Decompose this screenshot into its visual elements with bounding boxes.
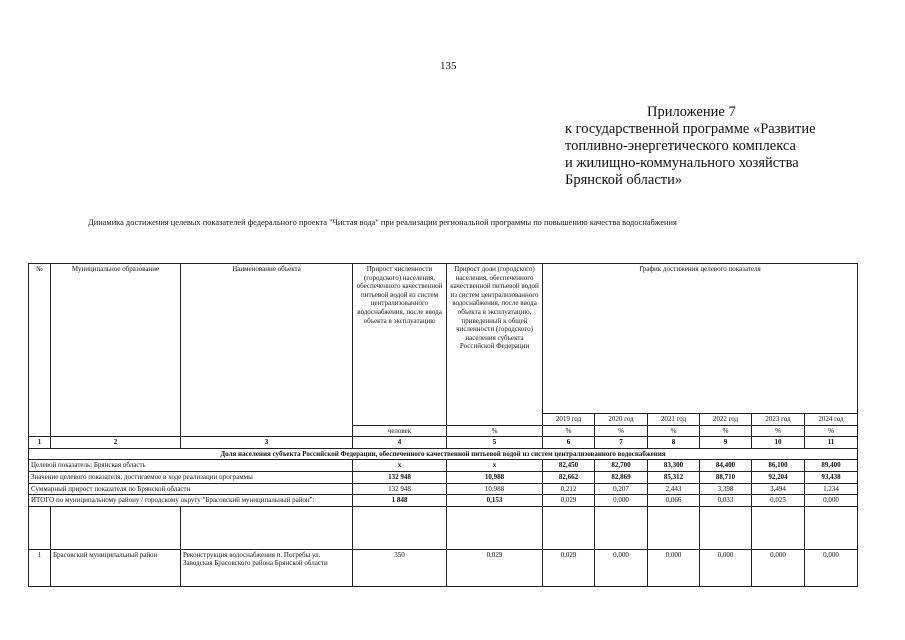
value-cell: 0,066 xyxy=(648,495,700,507)
col-number: 7 xyxy=(595,437,648,449)
year-cell: 2024 год xyxy=(805,414,858,426)
value-cell: 0,000 xyxy=(805,495,858,507)
col-number: 11 xyxy=(805,437,858,449)
header-row xyxy=(29,264,858,414)
value-cell: 1,234 xyxy=(805,483,858,495)
header-object: Наименование объекта xyxy=(181,264,353,437)
object-municipality: Брасовский муниципальный район xyxy=(51,549,181,586)
value-cell: 350 xyxy=(353,549,447,586)
unit-cell: % xyxy=(447,425,543,437)
value-cell: 88,710 xyxy=(700,471,752,483)
value-cell: 0,000 xyxy=(648,549,700,586)
value-cell: 82,450 xyxy=(543,460,595,472)
value-cell: 92,204 xyxy=(752,471,805,483)
value-cell: 0,000 xyxy=(752,549,805,586)
appendix-line: Приложение 7 xyxy=(647,104,736,120)
table-row xyxy=(29,483,858,495)
section-title: Доля населения субъекта Российской Федерации, обеспеченного качественной питьевой водой из систем централизованного водоснабжения xyxy=(29,448,858,460)
value-cell: 0,025 xyxy=(752,495,805,507)
table-row xyxy=(29,471,858,483)
col-number: 6 xyxy=(543,437,595,449)
value-cell: 93,438 xyxy=(805,471,858,483)
row-label: Целевой показатель: Брянская область xyxy=(29,460,353,472)
unit-cell: % xyxy=(648,425,700,437)
value-cell: 2,443 xyxy=(648,483,700,495)
section-row xyxy=(29,448,858,460)
document-title: Динамика достижения целевых показателей федерального проекта "Чистая вода" при реализации региональной программы по повышению качества водоснабжения xyxy=(88,218,677,227)
value-cell: 0,029 xyxy=(543,549,595,586)
value-cell: 82,869 xyxy=(595,471,648,483)
year-cell: 2023 год xyxy=(752,414,805,426)
col-number: 3 xyxy=(181,437,353,449)
header-growth-pop: Прирост численности (городского) населения, обеспеченного качественной питьевой водой из систем централизованного водоснабжения, после ввода объекта в эксплуатацию xyxy=(353,264,447,426)
year-cell: 2020 год xyxy=(595,414,648,426)
appendix-line: Брянской области» xyxy=(565,172,683,188)
unit-cell: % xyxy=(595,425,648,437)
value-cell: 83,300 xyxy=(648,460,700,472)
unit-cell: % xyxy=(805,425,858,437)
column-numbers-row xyxy=(29,437,858,449)
value-cell: 132 948 xyxy=(353,483,447,495)
value-cell: 3,398 xyxy=(700,483,752,495)
value-cell: 84,400 xyxy=(700,460,752,472)
unit-cell: % xyxy=(752,425,805,437)
value-cell: 0,000 xyxy=(595,495,648,507)
value-cell: 0,207 xyxy=(595,483,648,495)
value-cell: 0,029 xyxy=(543,495,595,507)
value-cell: 1 848 xyxy=(353,495,447,507)
value-cell: 132 948 xyxy=(353,471,447,483)
year-cell: 2021 год xyxy=(648,414,700,426)
value-cell: 0,000 xyxy=(595,549,648,586)
col-number: 9 xyxy=(700,437,752,449)
value-cell: 0,033 xyxy=(700,495,752,507)
value-cell: 0,153 xyxy=(447,495,543,507)
col-number: 4 xyxy=(353,437,447,449)
header-no: № xyxy=(29,264,51,437)
value-cell: 0,000 xyxy=(805,549,858,586)
header-schedule: График достижения целевого показателя xyxy=(543,264,858,414)
col-number: 8 xyxy=(648,437,700,449)
row-label: Значение целевого показателя, достигаемое в ходе реализации программы xyxy=(29,471,353,483)
spacer-row xyxy=(29,506,858,549)
header-growth-share: Прирост доли (городского) населения, обеспеченного качественной питьевой водой из систем централизованного водоснабжения, после ввода объекта в эксплуатацию, приведенный к общей численности (городского) населения субъекта Российской Федерации xyxy=(447,264,543,426)
value-cell: 0,029 xyxy=(447,549,543,586)
value-cell: 0,000 xyxy=(700,549,752,586)
col-number: 10 xyxy=(752,437,805,449)
value-cell: 82,662 xyxy=(543,471,595,483)
value-cell: 89,400 xyxy=(805,460,858,472)
value-cell: х xyxy=(353,460,447,472)
header-municipality: Муниципальное образование xyxy=(51,264,181,437)
year-cell: 2022 год xyxy=(700,414,752,426)
appendix-line: топливно-энергетического комплекса xyxy=(565,138,796,154)
value-cell: 3,494 xyxy=(752,483,805,495)
value-cell: 86,100 xyxy=(752,460,805,472)
row-label: Суммарный прирост показателя по Брянской области xyxy=(29,483,353,495)
appendix-line: и жилищно-коммунального хозяйства xyxy=(565,155,799,171)
object-row xyxy=(29,549,858,586)
indicators-table xyxy=(28,263,858,587)
year-cell: 2019 год xyxy=(543,414,595,426)
value-cell: 0,212 xyxy=(543,483,595,495)
page-number: 135 xyxy=(440,60,457,72)
value-cell: 10,988 xyxy=(447,483,543,495)
col-number: 5 xyxy=(447,437,543,449)
value-cell: х xyxy=(447,460,543,472)
col-number: 2 xyxy=(51,437,181,449)
value-cell: 10,988 xyxy=(447,471,543,483)
table-row xyxy=(29,460,858,472)
unit-cell: % xyxy=(700,425,752,437)
col-number: 1 xyxy=(29,437,51,449)
appendix-block xyxy=(565,104,865,189)
unit-cell: человек xyxy=(353,425,447,437)
object-name: Реконструкция водоснабжения п. Погребы ул. Заводская Брасовского района Брянской области xyxy=(181,549,353,586)
object-no: 1 xyxy=(29,549,51,586)
unit-cell: % xyxy=(543,425,595,437)
appendix-line: к государственной программе «Развитие xyxy=(565,121,816,137)
value-cell: 85,312 xyxy=(648,471,700,483)
row-label: ИТОГО по муниципальному району / городскому округу "Брасовский муниципальный район": xyxy=(29,495,353,507)
table-row xyxy=(29,495,858,507)
value-cell: 82,700 xyxy=(595,460,648,472)
